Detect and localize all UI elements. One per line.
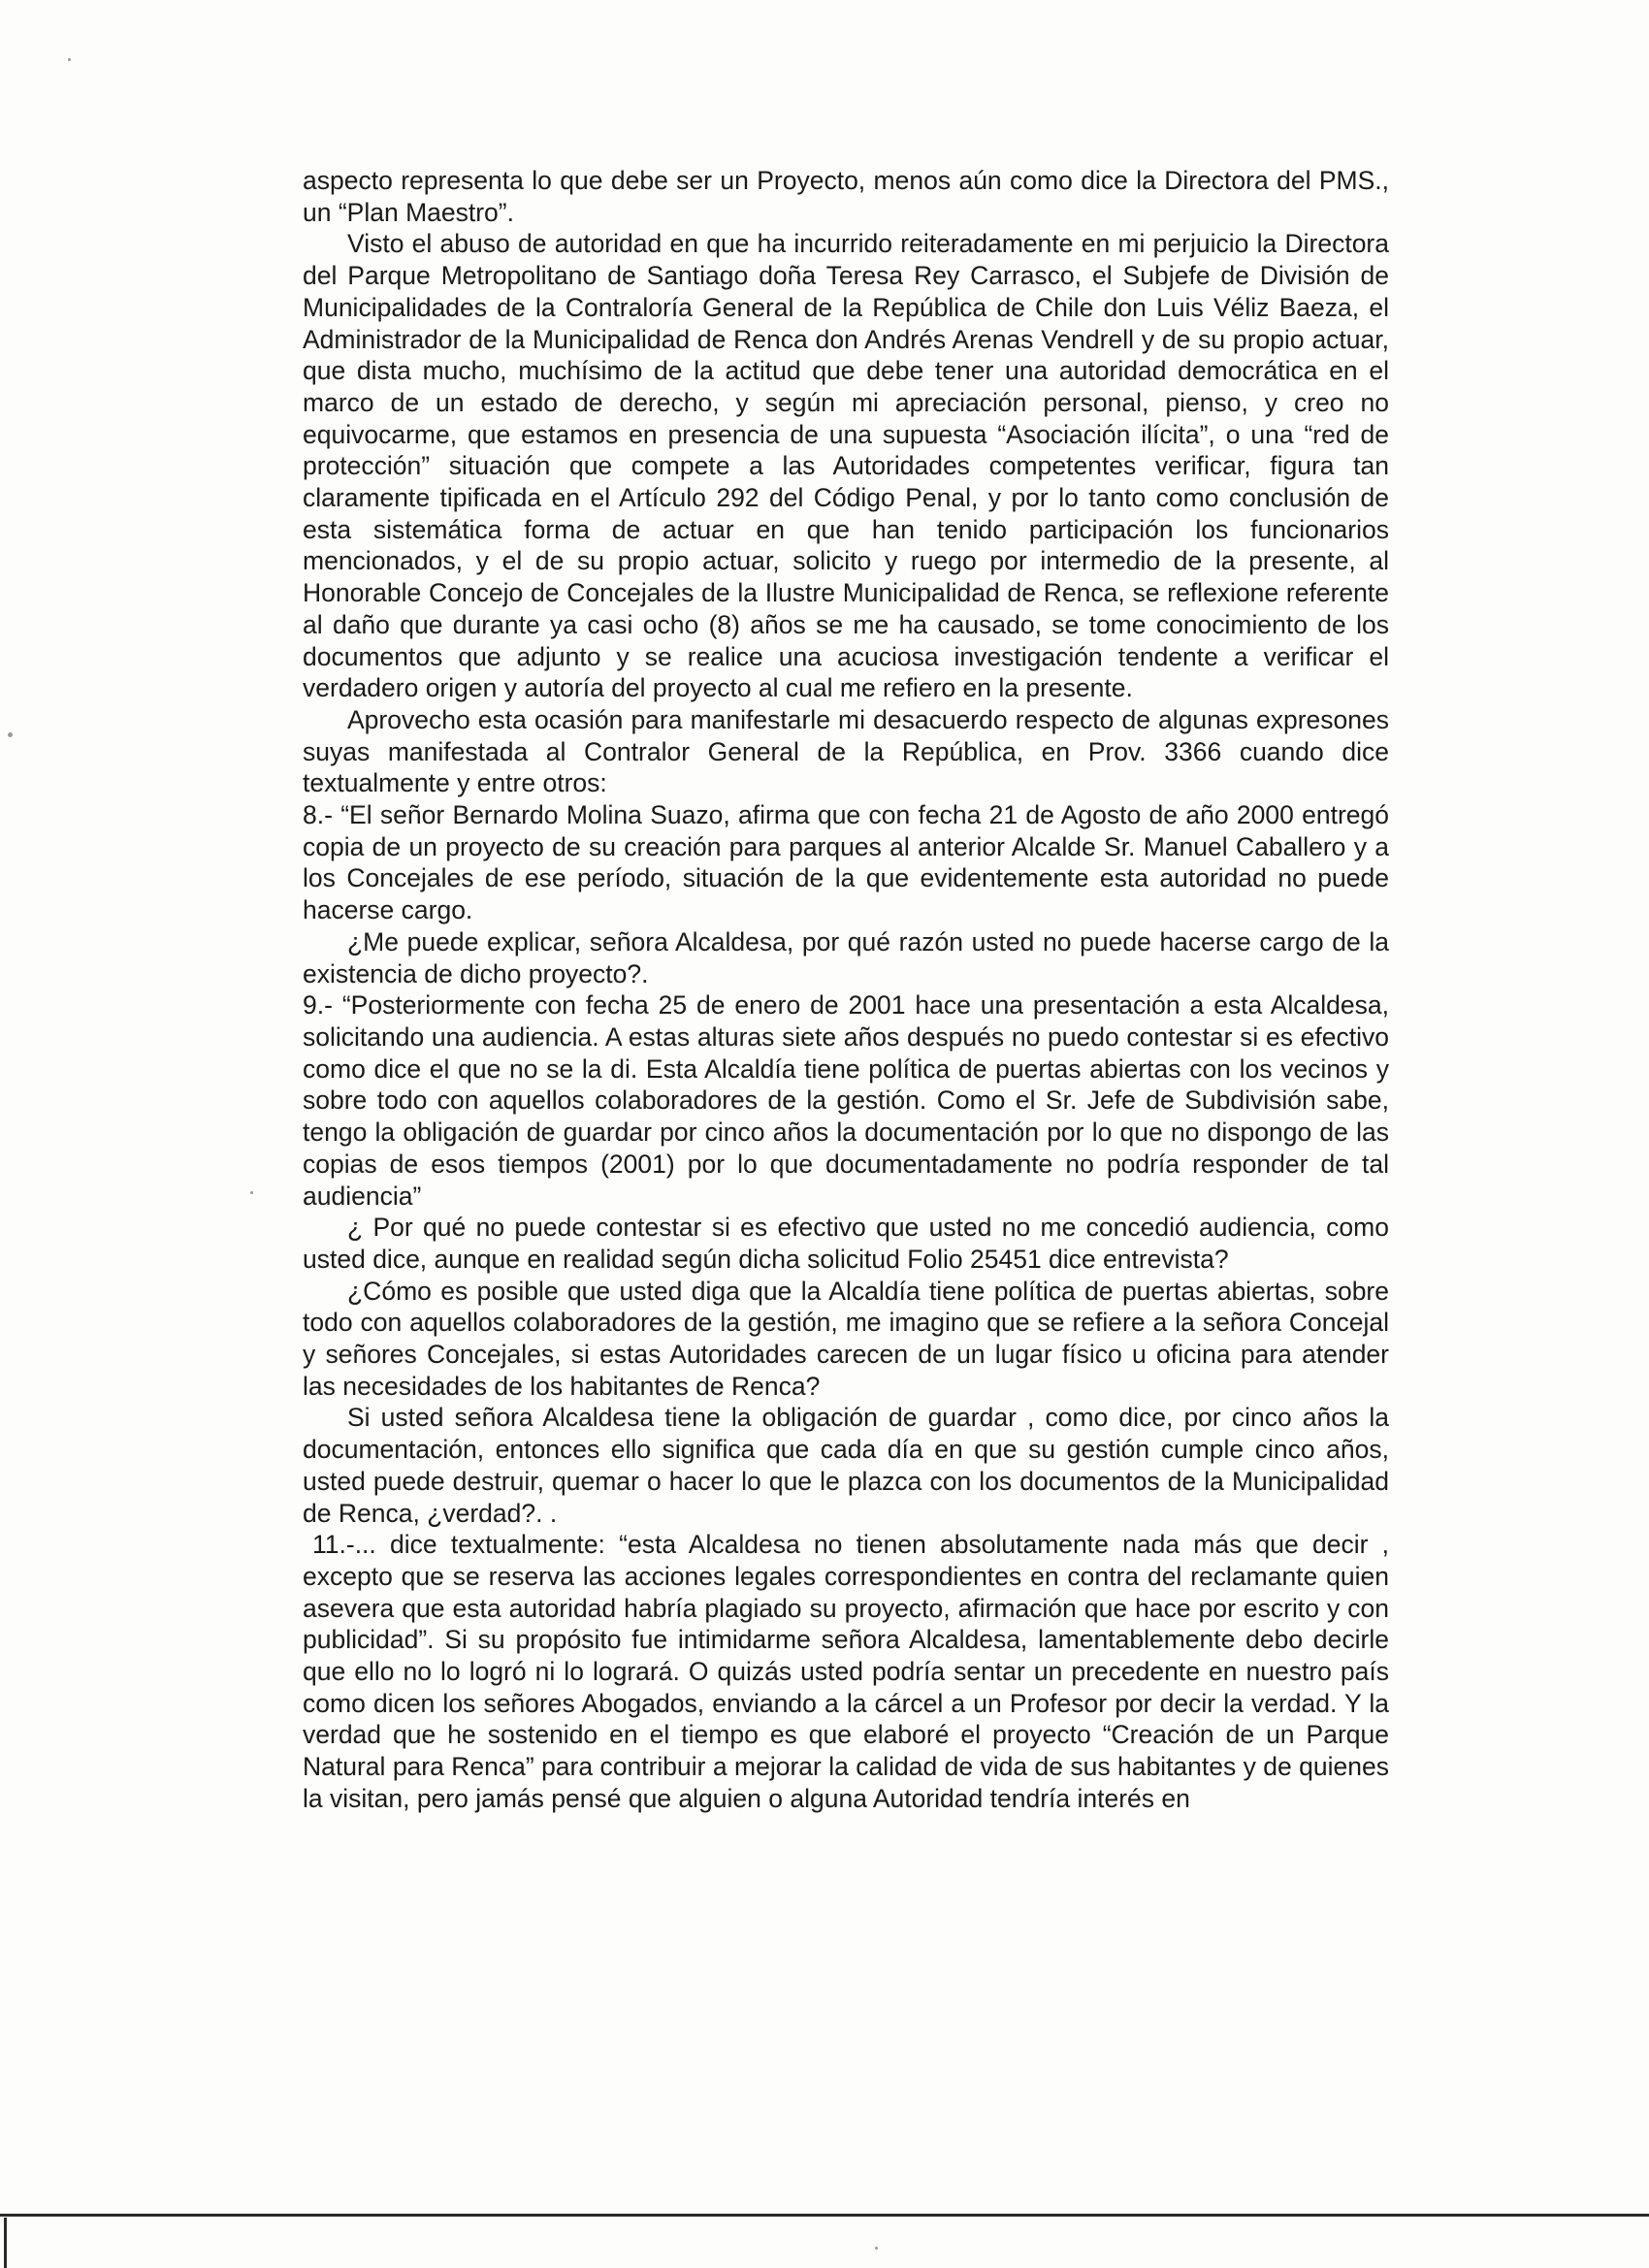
scan-speck (875, 2247, 878, 2250)
question-item-8: ¿Me puede explicar, señora Alcaldesa, por qué razón usted no puede hacerse cargo de la existencia de dicho proyecto?. (303, 926, 1389, 988)
quote-item-8: 8.- “El señor Bernardo Molina Suazo, afirma que con fecha 21 de Agosto de año 2000 entregó copia de un proyecto de su creación para parques al anterior Alcalde Sr. Manuel Caballero y a los Concejales de ese período, situación de la que evidentemente esta autoridad no puede hacerse cargo. (303, 800, 1389, 925)
paragraph-disagreement: Aprovecho esta ocasión para manifestarle mi desacuerdo respecto de algunas expresones suyas manifestada al Contralor General de la República, en Prov. 3366 cuando dice textualmente y entre otros: (303, 704, 1389, 798)
scan-speck (68, 58, 71, 61)
quote-item-9: 9.- “Posteriormente con fecha 25 de enero de 2001 hace una presentación a esta Alcaldesa, solicitando una audiencia. A estas alturas siete años después no puedo contestar si es efectivo como dice el que no se la di. Esta Alcaldía tiene política de puertas abiertas con los vecinos y sobre todo con aquellos colaboradores de la gestión. Como el Sr. Jefe de Subdivisión sabe, tengo la obligación de guardar por cinco años la documentación por lo que no dispongo de las copias de esos tiempos (2001) por lo que documentadamente no podría responder de tal audiencia” (303, 990, 1389, 1211)
question-audience: ¿ Por qué no puede contestar si es efectivo que usted no me concedió audiencia, como usted dice, aunque en realidad según dicha solicitud Folio 25451 dice entrevista? (303, 1213, 1389, 1274)
paragraph-abuse-of-authority: Visto el abuso de autoridad en que ha incurrido reiteradamente en mi perjuicio la Directora del Parque Metropolitano de Santiago doña Teresa Rey Carrasco, el Subjefe de División de Municipalidades de la Contraloría General de la República de Chile don Luis Véliz Baeza, el Administrador de la Municipalidad de Renca don Andrés Arenas Vendrell y de su propio actuar, que dista mucho, muchísimo de la actitud que debe tener una autoridad democrática en el marco de un estado de derecho, y según mi apreciación personal, pienso, y creo no equivocarme, que estamos en presencia de una supuesta “Asociación ilícita”, o una “red de protección” situación que compete a las Autoridades competentes verificar, figura tan claramente tipificada en el Artículo 292 del Código Penal, y por lo tanto como conclusión de esta sistemática forma de actuar en que han tenido participación los funcionarios mencionados, y el de su propio actuar, solicito y ruego por intermedio de la presente, al Honorable Concejo de Concejales de la Ilustre Municipalidad de Renca, se reflexione referente al daño que durante ya casi ocho (8) años se me ha causado, se tome conocimiento de los documentos que adjunto y se realice una acuciosa investigación tendente a verificar el verdadero origen y autoría del proyecto al cual me refiero en la presente. (303, 229, 1389, 703)
question-open-doors: ¿Cómo es posible que usted diga que la Alcaldía tiene política de puertas abiertas, sobre todo con aquellos colaboradores de la gestión, me imagino que se refiere a la señora Concejal y señores Concejales, si estas Autoridades carecen de un lugar físico u oficina para atender las necesidades de los habitantes de Renca? (303, 1276, 1389, 1401)
letter-body (303, 165, 1389, 1815)
scan-speck (8, 732, 13, 737)
scan-edge-tick (4, 2218, 7, 2268)
paragraph-continuation: aspecto representa lo que debe ser un Proyecto, menos aún como dice la Directora del PMS., un “Plan Maestro”. (303, 166, 1389, 227)
scan-edge-line (0, 2214, 1649, 2217)
question-documents: Si usted señora Alcaldesa tiene la obligación de guardar , como dice, por cinco años la documentación, entonces ello significa que cada día en que su gestión cumple cinco años, usted puede destruir, quemar o hacer lo que le plazca con los documentos de la Municipalidad de Renca, ¿verdad?. . (303, 1403, 1389, 1528)
quote-item-11: 11.-... dice textualmente: “esta Alcaldesa no tienen absolutamente nada más que decir , excepto que se reserva las acciones legales correspondientes en contra del reclamante quien asevera que esta autoridad habría plagiado su proyecto, afirmación que hace por escrito y con publicidad”. Si su propósito fue intimidarme señora Alcaldesa, lamentablemente debo decirle que ello no lo logró ni lo logrará. O quizás usted podría sentar un precedente en nuestro país como dicen los señores Abogados, enviando a la cárcel a un Profesor por decir la verdad. Y la verdad que he sostenido en el tiempo es que elaboré el proyecto “Creación de un Parque Natural para Renca” para contribuir a mejorar la calidad de vida de sus habitantes y de quienes la visitan, pero jamás pensé que alguien o alguna Autoridad tendría interés en (303, 1530, 1389, 1813)
scan-speck (250, 1191, 253, 1194)
